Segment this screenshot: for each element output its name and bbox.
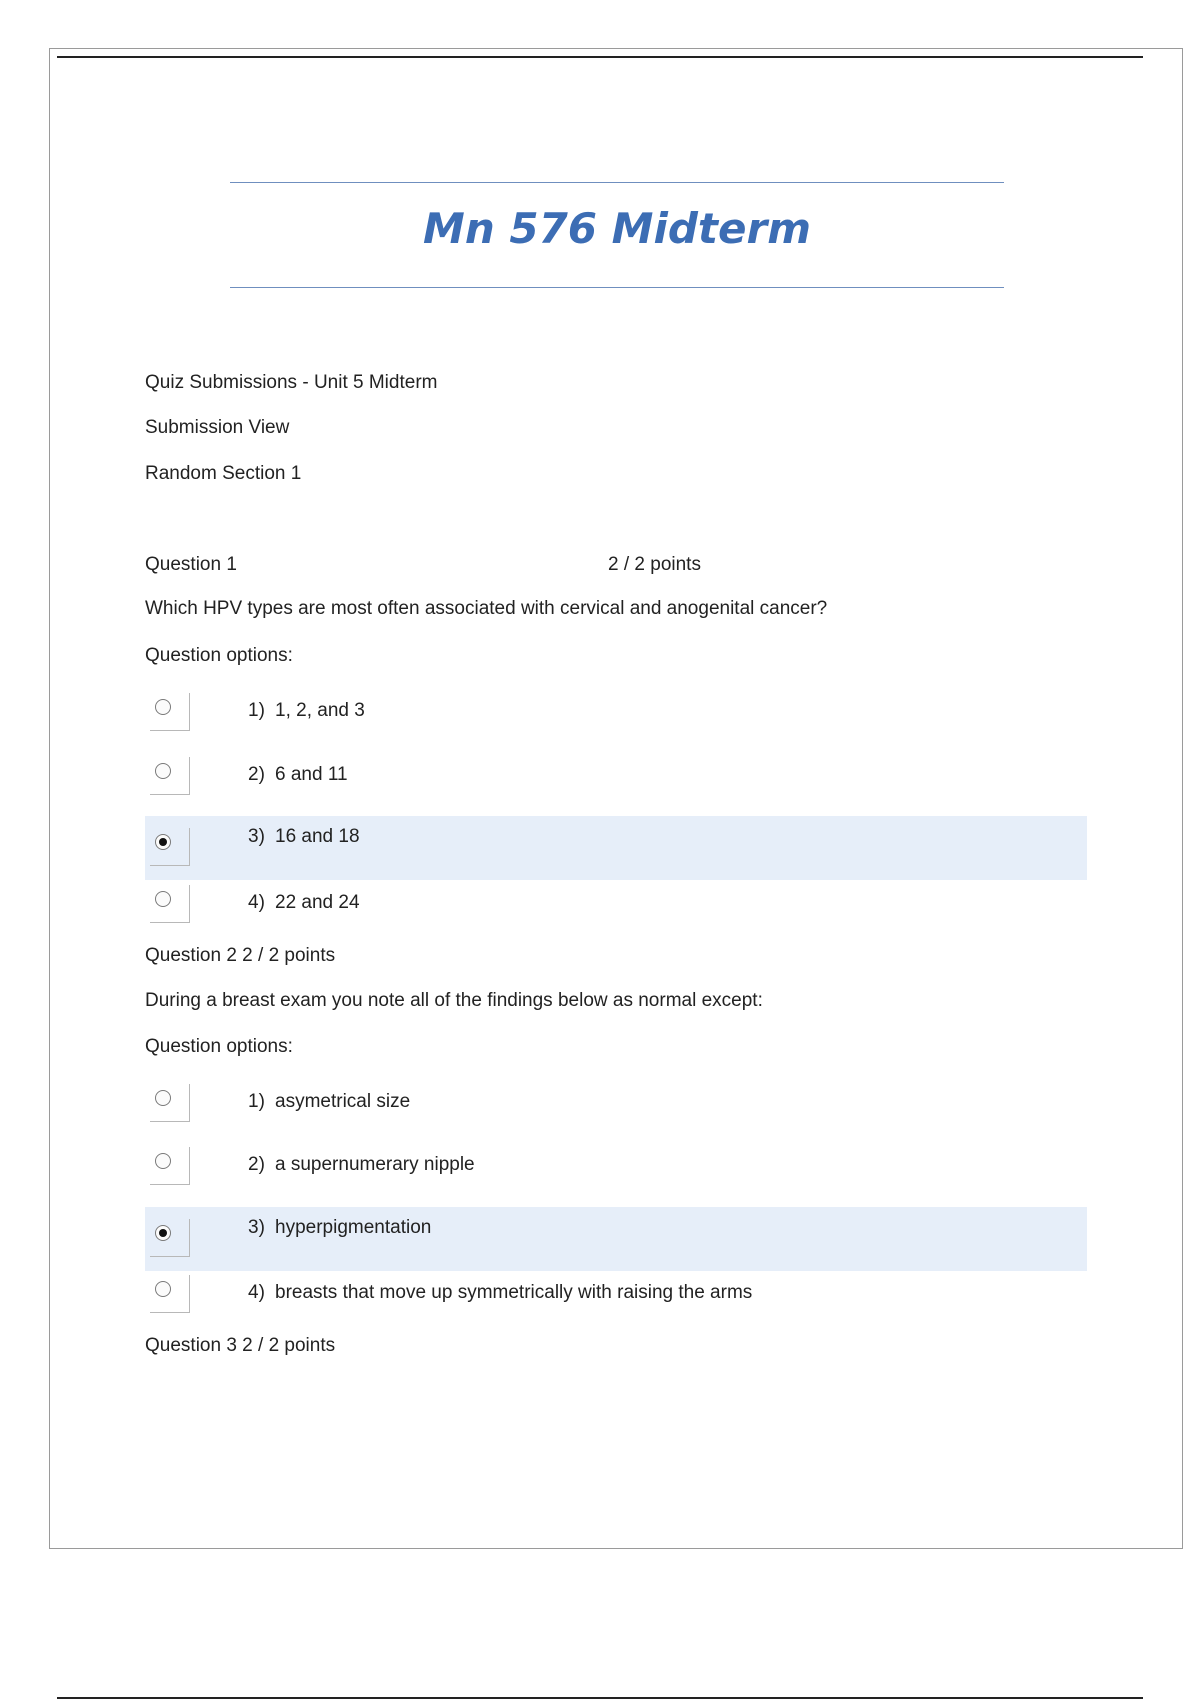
option-label: a supernumerary nipple	[275, 1154, 475, 1175]
option-label: hyperpigmentation	[275, 1217, 432, 1238]
option-number: 4)	[248, 892, 265, 913]
question-1-option-1[interactable]	[145, 681, 1087, 745]
option-label: 1, 2, and 3	[275, 700, 365, 721]
bottom-rule	[57, 1697, 1143, 1699]
question-2-option-2[interactable]	[145, 1135, 1087, 1199]
option-text	[248, 1090, 410, 1114]
question-1-option-4[interactable]	[145, 873, 1087, 937]
option-label: 6 and 11	[275, 764, 348, 785]
radio-button[interactable]	[150, 1084, 190, 1122]
radio-button[interactable]	[150, 757, 190, 795]
question-2-text: During a breast exam you note all of the findings below as normal except:	[145, 990, 763, 1011]
radio-button[interactable]	[150, 885, 190, 923]
radio-unchecked-icon	[155, 699, 171, 715]
section-label: Random Section 1	[145, 463, 302, 484]
option-text	[248, 1153, 475, 1177]
question-2-option-1[interactable]	[145, 1072, 1087, 1136]
option-number: 3)	[248, 826, 265, 847]
option-number: 1)	[248, 1091, 265, 1112]
question-1-options-label: Question options:	[145, 645, 293, 666]
question-1-points: 2 / 2 points	[608, 554, 701, 575]
question-3-label: Question 3 2 / 2 points	[145, 1335, 336, 1356]
radio-button[interactable]	[150, 1275, 190, 1313]
document-title: Mn 576 Midterm	[423, 204, 811, 253]
radio-unchecked-icon	[155, 1153, 171, 1169]
option-label: 16 and 18	[275, 826, 360, 847]
question-1-option-2[interactable]	[145, 745, 1087, 809]
radio-unchecked-icon	[155, 891, 171, 907]
question-2-options-label: Question options:	[145, 1036, 293, 1057]
radio-checked-icon	[155, 1225, 171, 1241]
question-2-label: Question 2 2 / 2 points	[145, 945, 336, 966]
radio-button[interactable]	[150, 1219, 190, 1257]
option-number: 1)	[248, 700, 265, 721]
option-number: 2)	[248, 764, 265, 785]
question-2-option-4[interactable]	[145, 1263, 1087, 1327]
option-text	[248, 1281, 752, 1305]
option-number: 2)	[248, 1154, 265, 1175]
option-label: breasts that move up symmetrically with raising the arms	[275, 1282, 753, 1303]
option-label: asymetrical size	[275, 1091, 411, 1112]
option-text	[248, 699, 365, 723]
option-number: 3)	[248, 1217, 265, 1238]
option-text	[248, 763, 348, 787]
option-label: 22 and 24	[275, 892, 360, 913]
option-number: 4)	[248, 1282, 265, 1303]
question-1-label: Question 1	[145, 554, 237, 575]
option-text	[248, 891, 360, 915]
radio-button[interactable]	[150, 1147, 190, 1185]
submission-view-label: Submission View	[145, 417, 290, 438]
radio-unchecked-icon	[155, 1090, 171, 1106]
question-1-option-3[interactable]	[145, 816, 1087, 880]
title-rule-upper	[230, 182, 1004, 183]
radio-unchecked-icon	[155, 763, 171, 779]
quiz-submissions-heading: Quiz Submissions - Unit 5 Midterm	[145, 372, 438, 393]
radio-checked-icon	[155, 834, 171, 850]
option-text	[248, 825, 360, 849]
radio-button[interactable]	[150, 693, 190, 731]
option-text	[248, 1216, 431, 1240]
radio-unchecked-icon	[155, 1281, 171, 1297]
question-1-text: Which HPV types are most often associated with cervical and anogenital cancer?	[145, 598, 828, 619]
title-rule-lower	[230, 287, 1004, 288]
radio-button[interactable]	[150, 828, 190, 866]
question-2-option-3[interactable]	[145, 1207, 1087, 1271]
